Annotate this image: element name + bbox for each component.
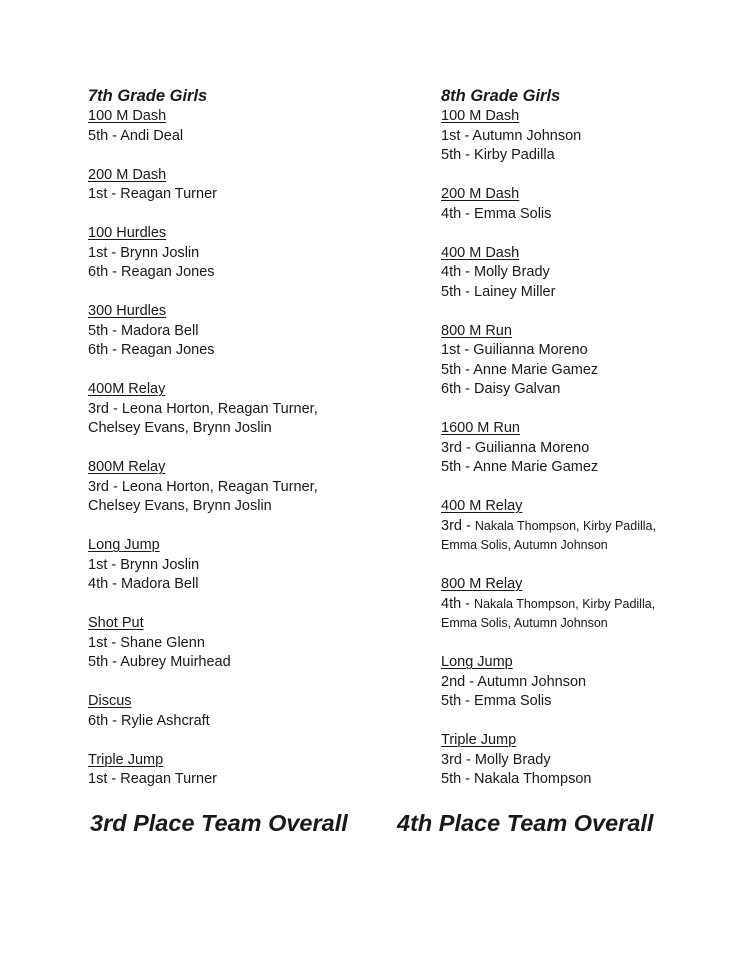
event-name: 400M Relay	[88, 381, 166, 397]
event-list	[441, 107, 731, 790]
result-line: 5th - Aubrey Muirhead	[88, 654, 231, 670]
event-block	[441, 653, 731, 712]
result-line: 5th - Anne Marie Gamez	[441, 459, 599, 475]
result-line: 1st - Autumn Johnson	[441, 127, 582, 144]
result-line	[441, 595, 731, 615]
event-name: 800 M Run	[441, 322, 512, 339]
seventh-grade-column	[88, 86, 408, 809]
result-athletes: Emma Solis, Autumn Johnson	[441, 616, 608, 630]
event-block	[441, 419, 731, 478]
result-line: 1st - Reagan Turner	[88, 186, 217, 202]
column-title: 8th Grade Girls	[441, 87, 561, 105]
result-line: 1st - Shane Glenn	[88, 634, 205, 651]
event-name: 400 M Relay	[441, 498, 523, 514]
event-block	[88, 107, 408, 146]
result-line: 5th - Emma Solis	[441, 693, 552, 709]
event-block	[88, 536, 408, 595]
column-title: 7th Grade Girls	[88, 87, 208, 105]
result-line: 4th - Molly Brady	[441, 264, 550, 280]
event-name: Discus	[88, 693, 132, 709]
event-list	[88, 107, 408, 790]
result-place: 3rd -	[441, 517, 475, 534]
event-name: Triple Jump	[441, 732, 517, 748]
event-block	[88, 302, 408, 361]
result-line: 4th - Madora Bell	[88, 576, 199, 592]
result-line: 5th - Kirby Padilla	[441, 147, 555, 163]
event-block	[88, 751, 408, 790]
event-name: Long Jump	[441, 654, 513, 670]
result-line: 1st - Reagan Turner	[88, 771, 217, 787]
event-block	[441, 575, 731, 634]
result-line: 1st - Guilianna Moreno	[441, 342, 588, 358]
event-name: 200 M Dash	[441, 186, 520, 202]
event-block	[441, 731, 731, 790]
result-line: 5th - Anne Marie Gamez	[441, 361, 599, 378]
event-name: 300 Hurdles	[88, 303, 167, 319]
result-line: 3rd - Guilianna Moreno	[441, 439, 590, 456]
event-block	[88, 224, 408, 283]
result-line: 6th - Reagan Jones	[88, 264, 215, 280]
event-block	[441, 107, 731, 166]
event-block	[441, 322, 731, 400]
result-line: 5th - Andi Deal	[88, 127, 184, 144]
result-line: 6th - Daisy Galvan	[441, 381, 561, 397]
result-line: 3rd - Leona Horton, Reagan Turner,	[88, 478, 318, 495]
event-name: 100 Hurdles	[88, 225, 167, 241]
eighth-grade-column	[441, 86, 731, 809]
event-name: 800 M Relay	[441, 576, 523, 592]
result-line: 3rd - Molly Brady	[441, 751, 551, 768]
event-block	[88, 614, 408, 673]
event-name: 1600 M Run	[441, 420, 520, 436]
result-line: 3rd - Leona Horton, Reagan Turner,	[88, 400, 318, 417]
event-name: Triple Jump	[88, 751, 164, 768]
event-name: Long Jump	[88, 537, 160, 553]
result-line	[441, 536, 731, 556]
event-block	[441, 244, 731, 303]
seventh-grade-overall-result: 3rd Place Team Overall	[90, 810, 348, 836]
result-line: 5th - Madora Bell	[88, 322, 199, 339]
event-name: 100 M Dash	[88, 108, 167, 124]
event-block	[88, 166, 408, 205]
eighth-grade-overall-result: 4th Place Team Overall	[397, 810, 654, 836]
result-athletes: Emma Solis, Autumn Johnson	[441, 538, 608, 552]
result-line: 1st - Brynn Joslin	[88, 244, 200, 261]
result-line	[441, 614, 731, 634]
event-name: 100 M Dash	[441, 108, 520, 124]
event-block	[441, 497, 731, 556]
result-line: Chelsey Evans, Brynn Joslin	[88, 420, 272, 436]
event-block	[88, 380, 408, 439]
event-name: Shot Put	[88, 615, 144, 631]
result-place: 4th -	[441, 595, 475, 612]
event-name: 800M Relay	[88, 459, 166, 475]
result-line: 6th - Reagan Jones	[88, 342, 215, 358]
result-line: Chelsey Evans, Brynn Joslin	[88, 498, 272, 514]
result-line: 1st - Brynn Joslin	[88, 556, 200, 573]
result-line: 5th - Lainey Miller	[441, 283, 556, 300]
result-athletes: Nakala Thompson, Kirby Padilla,	[474, 596, 656, 611]
event-name: 200 M Dash	[88, 166, 167, 183]
event-block	[88, 692, 408, 731]
result-athletes: Nakala Thompson, Kirby Padilla,	[474, 518, 656, 533]
result-line: 2nd - Autumn Johnson	[441, 673, 587, 690]
result-line	[441, 517, 731, 537]
event-block	[441, 185, 731, 224]
result-line: 4th - Emma Solis	[441, 205, 552, 222]
event-name: 400 M Dash	[441, 244, 520, 261]
result-line: 5th - Nakala Thompson	[441, 771, 592, 787]
event-block	[88, 458, 408, 517]
result-line: 6th - Rylie Ashcraft	[88, 712, 210, 729]
